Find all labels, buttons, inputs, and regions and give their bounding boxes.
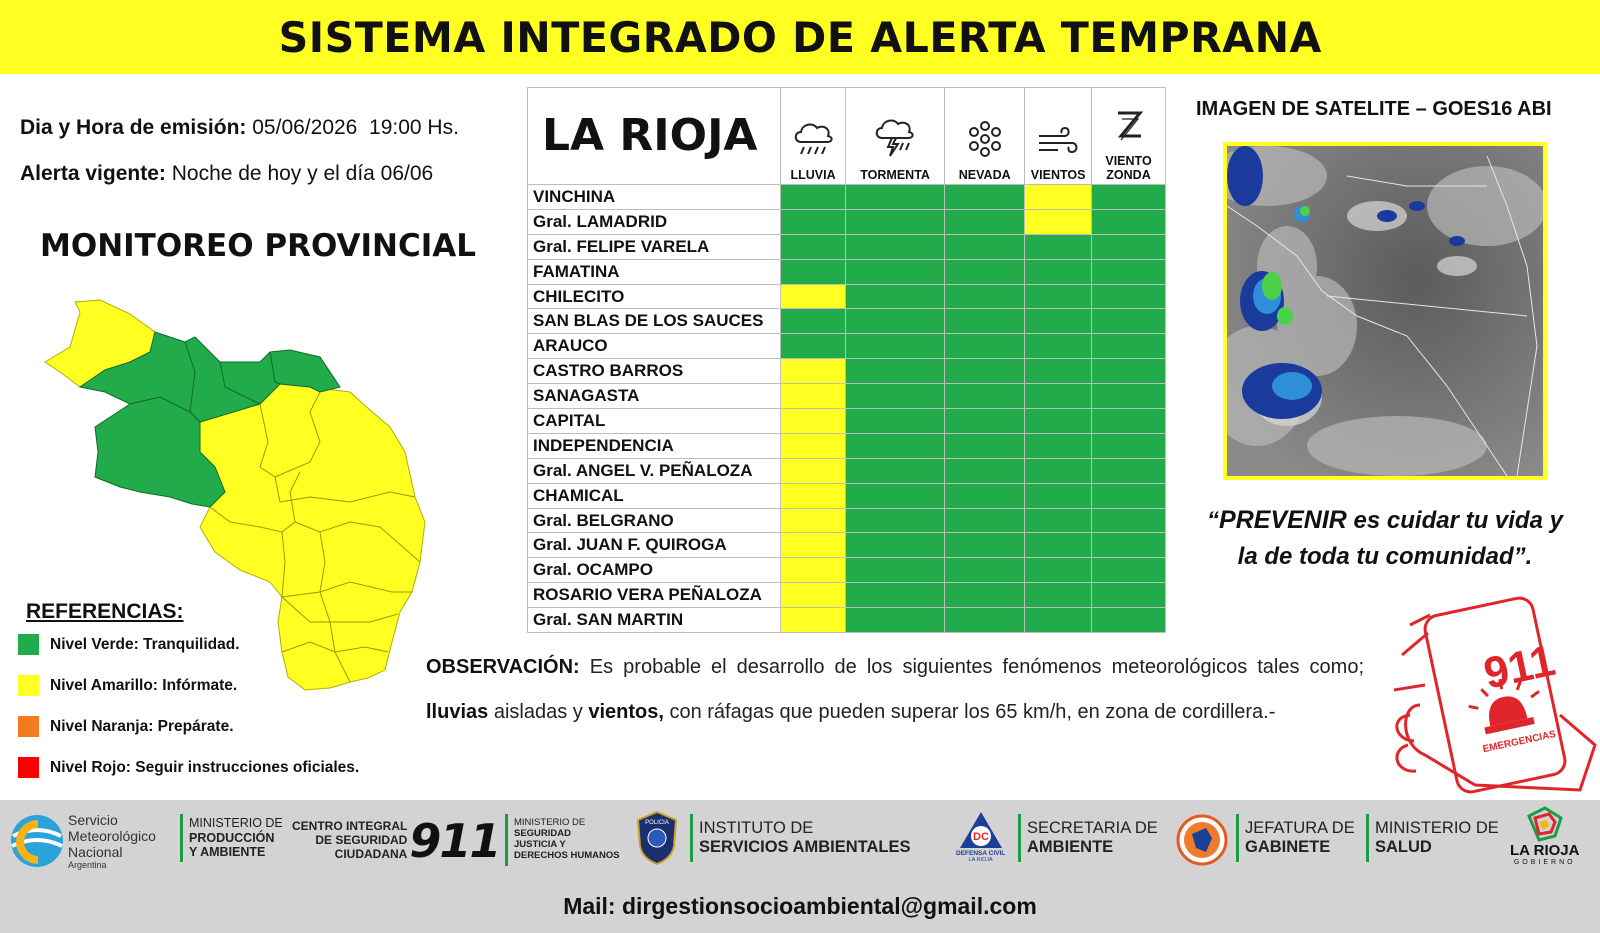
department-name: Gral. FELIPE VARELA	[528, 234, 781, 259]
svg-text:POLICIA: POLICIA	[645, 820, 669, 826]
department-name: Gral. BELGRANO	[528, 508, 781, 533]
alert-cell-nevada	[945, 583, 1025, 608]
alert-cell-lluvia	[781, 433, 846, 458]
table-row	[528, 409, 1166, 434]
alert-cell-nevada	[945, 384, 1025, 409]
alert-cell-nevada	[945, 185, 1025, 210]
logo-secretaria-ambiente: SECRETARIA DE AMBIENTE	[1018, 814, 1158, 862]
alert-cell-viento-zonda	[1092, 309, 1166, 334]
svg-text:DC: DC	[972, 831, 989, 843]
alert-table-body	[528, 185, 1166, 633]
table-row	[528, 508, 1166, 533]
logo-defensa-civil: DC DEFENSA CIVIL LA RIOJA	[956, 810, 1005, 863]
monitoreo-title: MONITOREO PROVINCIAL	[40, 228, 476, 264]
alert-cell-nevada	[945, 608, 1025, 633]
slogan	[1190, 502, 1580, 575]
alert-cell-vientos	[1025, 334, 1092, 359]
alert-cell-viento-zonda	[1092, 359, 1166, 384]
alert-cell-nevada	[945, 209, 1025, 234]
logo-instituto-servicios-ambientales: INSTITUTO DE SERVICIOS AMBIENTALES	[690, 814, 910, 862]
alert-cell-nevada	[945, 284, 1025, 309]
alert-cell-tormenta	[845, 384, 944, 409]
department-name: Gral. OCAMPO	[528, 558, 781, 583]
department-name: Gral. LAMADRID	[528, 209, 781, 234]
police-badge-icon	[636, 810, 678, 866]
snowflake-icon	[964, 118, 1006, 160]
la-rioja-logo-icon	[1525, 806, 1565, 842]
table-row	[528, 384, 1166, 409]
alert-cell-lluvia	[781, 185, 846, 210]
table-row	[528, 433, 1166, 458]
references-title: REFERENCIAS:	[26, 600, 184, 623]
alert-cell-lluvia	[781, 558, 846, 583]
region-name: LA RIOJA	[528, 88, 781, 185]
alert-cell-vientos	[1025, 483, 1092, 508]
alert-cell-tormenta	[845, 558, 944, 583]
logo-centro-911: CENTRO INTEGRAL DE SEGURIDAD CIUDADANA 911	[292, 814, 500, 868]
alert-cell-viento-zonda	[1092, 558, 1166, 583]
alert-cell-nevada	[945, 334, 1025, 359]
col-lluvia: LLUVIA	[781, 88, 846, 185]
table-row	[528, 558, 1166, 583]
alert-cell-viento-zonda	[1092, 185, 1166, 210]
table-row	[528, 359, 1166, 384]
swatch-verde	[18, 634, 39, 655]
department-name: SAN BLAS DE LOS SAUCES	[528, 309, 781, 334]
alert-cell-tormenta	[845, 334, 944, 359]
logo-jefatura-gabinete: JEFATURA DE GABINETE	[1236, 814, 1355, 862]
alert-cell-lluvia	[781, 284, 846, 309]
emergency-label: EMERGENCIAS	[1481, 728, 1557, 756]
logo-ministerio-produccion: MINISTERIO DE PRODUCCIÓN Y AMBIENTE	[180, 814, 283, 862]
table-row	[528, 259, 1166, 284]
table-row	[528, 309, 1166, 334]
reference-verde: Nivel Verde: Tranquilidad.	[18, 624, 418, 665]
alert-cell-viento-zonda	[1092, 483, 1166, 508]
col-viento-zonda: VIENTO ZONDA	[1092, 88, 1166, 185]
logo-provincial-emblem	[1176, 814, 1228, 866]
logo-ministerio-seguridad: MINISTERIO DE SEGURIDAD JUSTICIA Y DERECHOS HUMANOS	[505, 814, 620, 866]
alert-cell-tormenta	[845, 234, 944, 259]
department-name: VINCHINA	[528, 185, 781, 210]
alert-cell-viento-zonda	[1092, 409, 1166, 434]
alert-cell-vientos	[1025, 608, 1092, 633]
emergency-911-graphic	[1380, 595, 1600, 800]
table-row	[528, 334, 1166, 359]
swatch-rojo	[18, 757, 39, 778]
smn-logo-icon	[8, 812, 66, 870]
validity-label: Alerta vigente:	[20, 162, 166, 185]
table-row	[528, 458, 1166, 483]
alert-cell-lluvia	[781, 384, 846, 409]
alert-cell-vientos	[1025, 433, 1092, 458]
logo-policia	[636, 810, 678, 866]
alert-cell-vientos	[1025, 234, 1092, 259]
alert-table	[527, 87, 1166, 633]
alert-cell-vientos	[1025, 209, 1092, 234]
alert-cell-tormenta	[845, 483, 944, 508]
emission-label: Dia y Hora de emisión:	[20, 116, 247, 139]
emission-value: 05/06/2026 19:00 Hs.	[252, 116, 459, 139]
slogan-line-1: “PREVENIR es cuidar tu vida y	[1207, 506, 1563, 534]
alert-cell-vientos	[1025, 384, 1092, 409]
department-name: FAMATINA	[528, 259, 781, 284]
alert-cell-lluvia	[781, 458, 846, 483]
alert-cell-vientos	[1025, 284, 1092, 309]
alert-cell-vientos	[1025, 533, 1092, 558]
validity-info	[20, 162, 433, 186]
alert-cell-nevada	[945, 409, 1025, 434]
alert-cell-nevada	[945, 234, 1025, 259]
wind-icon	[1036, 124, 1080, 160]
reference-rojo: Nivel Rojo: Seguir instrucciones oficiales.	[18, 747, 418, 788]
swatch-amarillo	[18, 675, 39, 696]
department-name: ARAUCO	[528, 334, 781, 359]
col-vientos: VIENTOS	[1025, 88, 1092, 185]
department-name: Gral. JUAN F. QUIROGA	[528, 533, 781, 558]
alert-cell-lluvia	[781, 508, 846, 533]
table-row	[528, 583, 1166, 608]
alert-cell-viento-zonda	[1092, 433, 1166, 458]
alert-cell-nevada	[945, 309, 1025, 334]
alert-cell-nevada	[945, 533, 1025, 558]
alert-cell-viento-zonda	[1092, 284, 1166, 309]
contact-email[interactable]: Mail: dirgestionsocioambiental@gmail.com	[563, 893, 1037, 919]
zonda-icon	[1111, 106, 1147, 150]
department-name: CAPITAL	[528, 409, 781, 434]
alert-cell-vientos	[1025, 558, 1092, 583]
emission-info	[20, 116, 459, 140]
observation: OBSERVACIÓN: Es probable el desarrollo de los siguientes fenómenos meteorológicos tales como; lluvias aisladas y vientos, con ráfagas que pueden superar los 65 km/h, en zona de cordillera.-	[426, 656, 1364, 723]
alert-cell-tormenta	[845, 458, 944, 483]
alert-cell-lluvia	[781, 409, 846, 434]
alert-cell-lluvia	[781, 334, 846, 359]
alert-cell-viento-zonda	[1092, 384, 1166, 409]
title-bar	[0, 0, 1600, 74]
alert-cell-nevada	[945, 458, 1025, 483]
alert-cell-tormenta	[845, 359, 944, 384]
alert-cell-nevada	[945, 433, 1025, 458]
alert-cell-vientos	[1025, 309, 1092, 334]
alert-cell-viento-zonda	[1092, 209, 1166, 234]
logo-ministerio-salud: MINISTERIO DE SALUD	[1366, 814, 1499, 862]
alert-cell-tormenta	[845, 259, 944, 284]
alert-cell-vientos	[1025, 409, 1092, 434]
alert-cell-nevada	[945, 259, 1025, 284]
department-name: Gral. ANGEL V. PEÑALOZA	[528, 458, 781, 483]
alert-cell-tormenta	[845, 209, 944, 234]
alert-cell-viento-zonda	[1092, 334, 1166, 359]
alert-cell-nevada	[945, 483, 1025, 508]
emergency-number: 911	[1479, 635, 1560, 699]
alert-cell-tormenta	[845, 533, 944, 558]
alert-cell-tormenta	[845, 583, 944, 608]
col-tormenta: TORMENTA	[845, 88, 944, 185]
alert-cell-tormenta	[845, 433, 944, 458]
department-name: Gral. SAN MARTIN	[528, 608, 781, 633]
satellite-title: IMAGEN DE SATELITE – GOES16 ABI	[1196, 98, 1552, 120]
alert-cell-lluvia	[781, 608, 846, 633]
alert-cell-viento-zonda	[1092, 608, 1166, 633]
department-name: INDEPENDENCIA	[528, 433, 781, 458]
alert-cell-tormenta	[845, 409, 944, 434]
alert-cell-vientos	[1025, 583, 1092, 608]
alert-cell-vientos	[1025, 185, 1092, 210]
rain-cloud-icon	[791, 118, 835, 160]
table-row	[528, 483, 1166, 508]
alert-cell-lluvia	[781, 533, 846, 558]
alert-cell-viento-zonda	[1092, 508, 1166, 533]
references	[18, 600, 418, 788]
alert-cell-lluvia	[781, 209, 846, 234]
department-name: CHILECITO	[528, 284, 781, 309]
footer	[0, 800, 1600, 933]
alert-cell-nevada	[945, 558, 1025, 583]
alert-cell-lluvia	[781, 359, 846, 384]
alert-cell-lluvia	[781, 483, 846, 508]
alert-cell-vientos	[1025, 359, 1092, 384]
page-title: SISTEMA INTEGRADO DE ALERTA TEMPRANA	[278, 12, 1322, 62]
logo-smn: Servicio Meteorológico Nacional Argentina	[8, 812, 156, 871]
alert-cell-tormenta	[845, 508, 944, 533]
alert-cell-viento-zonda	[1092, 458, 1166, 483]
table-row	[528, 284, 1166, 309]
alert-cell-tormenta	[845, 284, 944, 309]
department-name: CHAMICAL	[528, 483, 781, 508]
validity-value: Noche de hoy y el día 06/06	[171, 162, 434, 185]
observation-label: OBSERVACIÓN:	[426, 656, 580, 678]
alert-cell-vientos	[1025, 259, 1092, 284]
table-row	[528, 608, 1166, 633]
alert-cell-viento-zonda	[1092, 583, 1166, 608]
table-row	[528, 209, 1166, 234]
alert-cell-tormenta	[845, 309, 944, 334]
col-nevada: NEVADA	[945, 88, 1025, 185]
slogan-line-2: la de toda tu comunidad”.	[1237, 543, 1533, 570]
reference-naranja: Nivel Naranja: Prepárate.	[18, 706, 418, 747]
table-row	[528, 533, 1166, 558]
emblem-icon	[1176, 814, 1228, 866]
alert-cell-viento-zonda	[1092, 533, 1166, 558]
alert-cell-viento-zonda	[1092, 234, 1166, 259]
reference-amarillo: Nivel Amarillo: Infórmate.	[18, 665, 418, 706]
alert-cell-lluvia	[781, 309, 846, 334]
alert-cell-viento-zonda	[1092, 259, 1166, 284]
department-name: ROSARIO VERA PEÑALOZA	[528, 583, 781, 608]
alert-cell-nevada	[945, 508, 1025, 533]
alert-cell-vientos	[1025, 508, 1092, 533]
department-name: CASTRO BARROS	[528, 359, 781, 384]
table-row	[528, 234, 1166, 259]
alert-cell-lluvia	[781, 583, 846, 608]
logo-la-rioja-gobierno: LA RIOJA GOBIERNO	[1510, 806, 1579, 866]
satellite-image	[1223, 142, 1547, 480]
storm-cloud-icon	[872, 114, 918, 160]
defensa-civil-icon	[958, 810, 1004, 850]
alert-cell-lluvia	[781, 234, 846, 259]
alert-cell-nevada	[945, 359, 1025, 384]
swatch-naranja	[18, 716, 39, 737]
table-row	[528, 185, 1166, 210]
alert-cell-tormenta	[845, 185, 944, 210]
alert-cell-vientos	[1025, 458, 1092, 483]
alert-cell-tormenta	[845, 608, 944, 633]
alert-cell-lluvia	[781, 259, 846, 284]
department-name: SANAGASTA	[528, 384, 781, 409]
